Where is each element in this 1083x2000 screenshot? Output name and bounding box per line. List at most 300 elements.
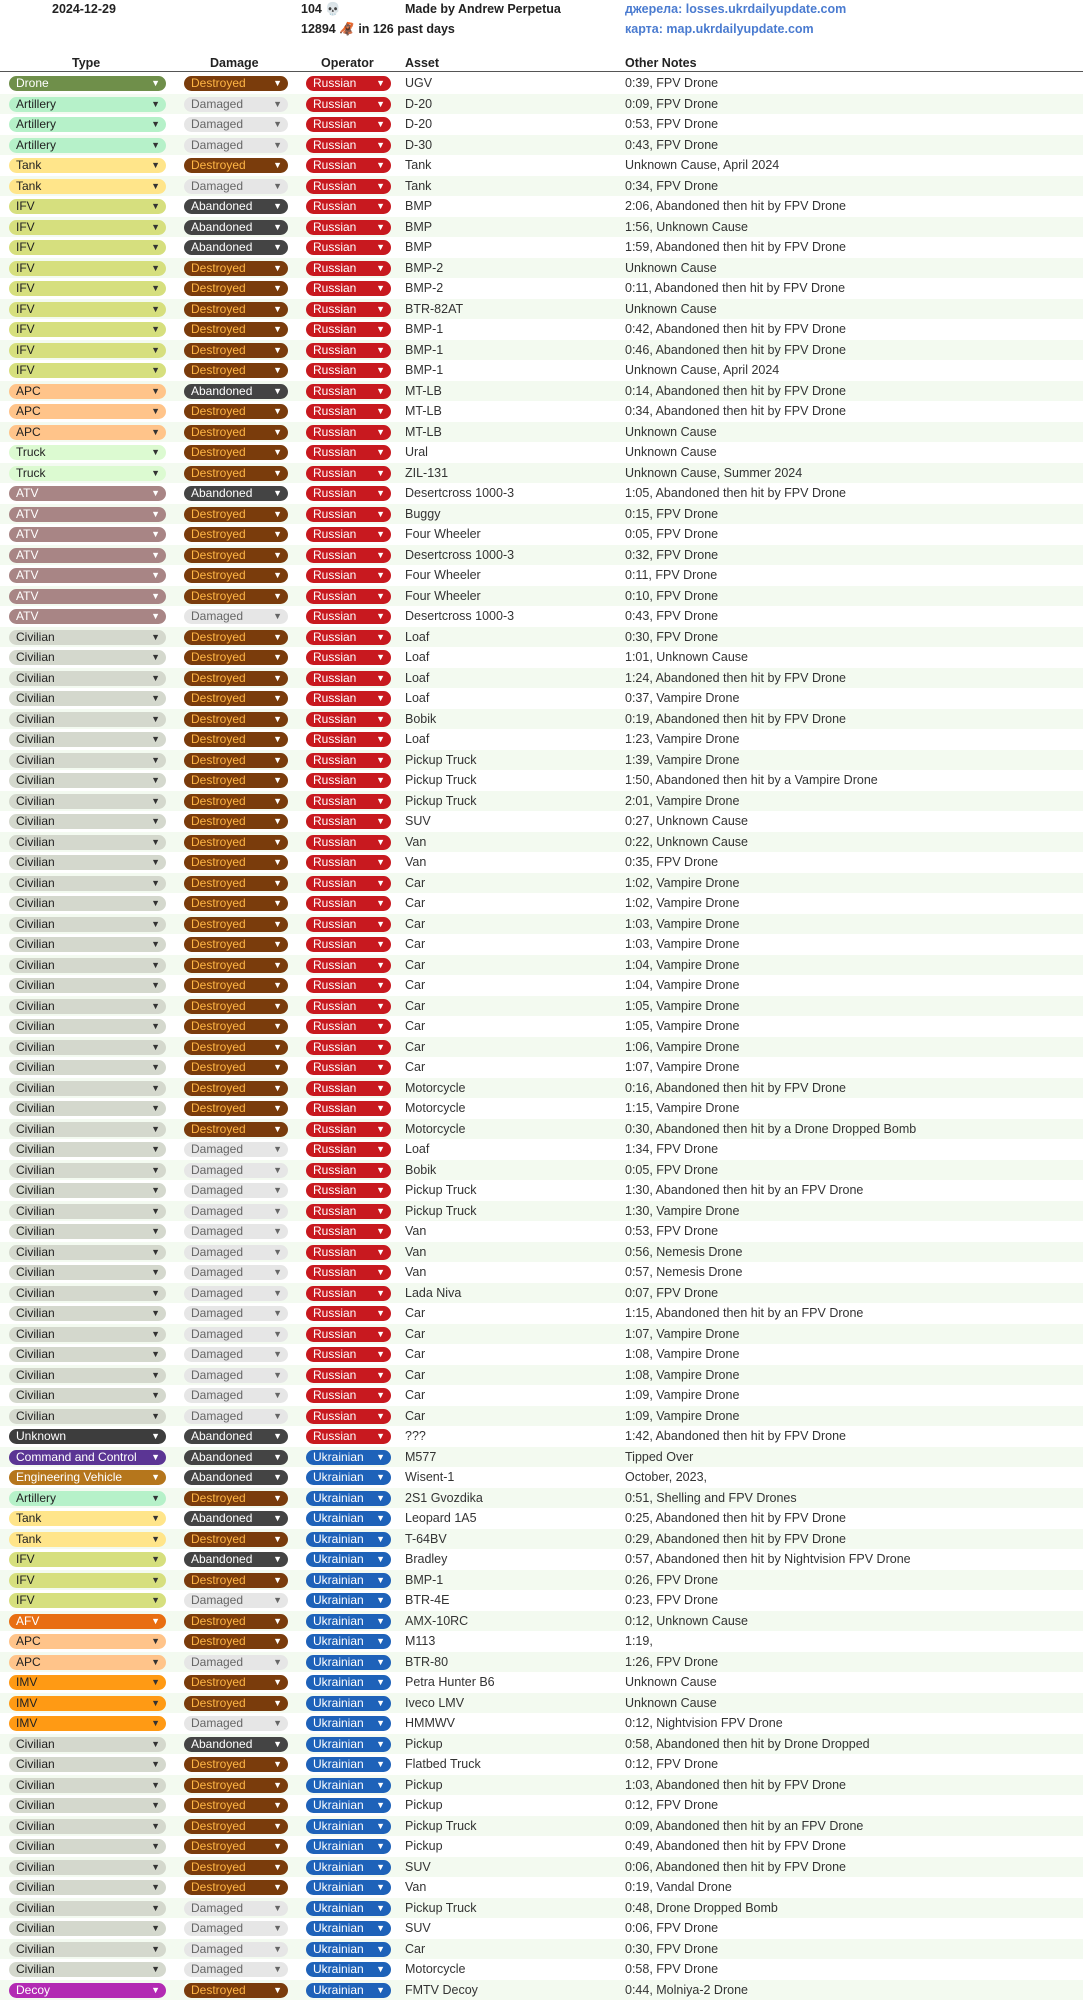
type-select[interactable]: [9, 1040, 166, 1055]
operator-select[interactable]: [306, 1921, 391, 1936]
type-select[interactable]: [9, 1511, 166, 1526]
operator-select[interactable]: [306, 1614, 391, 1629]
col-header-damage: Damage: [210, 56, 259, 70]
operator-select[interactable]: [306, 958, 391, 973]
operator-select[interactable]: [306, 158, 391, 173]
operator-select[interactable]: [306, 999, 391, 1014]
operator-select[interactable]: [306, 1593, 391, 1608]
operator-select[interactable]: [306, 466, 391, 481]
operator-select[interactable]: [306, 1573, 391, 1588]
damage-select[interactable]: [184, 978, 288, 993]
dropdown-caret-icon: ▼: [151, 1123, 160, 1134]
damage-select[interactable]: [184, 1368, 288, 1383]
type-select[interactable]: [9, 814, 166, 829]
table-row: [0, 1775, 1083, 1796]
type-select[interactable]: [9, 343, 166, 358]
type-select[interactable]: [9, 978, 166, 993]
type-select[interactable]: [9, 1081, 166, 1096]
type-select[interactable]: [9, 712, 166, 727]
table-row: [0, 1385, 1083, 1406]
damage-select[interactable]: [184, 1470, 288, 1485]
operator-select[interactable]: [306, 179, 391, 194]
damage-select[interactable]: [184, 1183, 288, 1198]
type-select[interactable]: [9, 1839, 166, 1854]
type-select[interactable]: [9, 404, 166, 419]
damage-select[interactable]: [184, 1142, 288, 1157]
operator-select[interactable]: [306, 1081, 391, 1096]
damage-select[interactable]: [184, 1921, 288, 1936]
type-select[interactable]: [9, 1019, 166, 1034]
operator-select[interactable]: [306, 855, 391, 870]
operator-select[interactable]: [306, 753, 391, 768]
operator-select[interactable]: [306, 1880, 391, 1895]
damage-select[interactable]: [184, 1081, 288, 1096]
damage-select[interactable]: [184, 1040, 288, 1055]
damage-select[interactable]: [184, 1737, 288, 1752]
type-select[interactable]: [9, 261, 166, 276]
damage-select[interactable]: [184, 548, 288, 563]
type-select[interactable]: [9, 1921, 166, 1936]
damage-select[interactable]: [184, 1593, 288, 1608]
damage-select[interactable]: [184, 773, 288, 788]
damage-select[interactable]: [184, 1962, 288, 1977]
damage-select[interactable]: [184, 97, 288, 112]
operator-select[interactable]: [306, 1040, 391, 1055]
operator-select[interactable]: [306, 1183, 391, 1198]
type-select[interactable]: [9, 302, 166, 317]
damage-select[interactable]: [184, 1552, 288, 1567]
operator-select-value: Ukrainian: [313, 1859, 364, 1874]
operator-select[interactable]: [306, 1019, 391, 1034]
damage-select[interactable]: [184, 1388, 288, 1403]
type-select[interactable]: [9, 527, 166, 542]
type-select[interactable]: [9, 1552, 166, 1567]
type-select[interactable]: [9, 1634, 166, 1649]
type-select[interactable]: [9, 1819, 166, 1834]
damage-select[interactable]: [184, 876, 288, 891]
damage-select[interactable]: [184, 179, 288, 194]
type-select[interactable]: [9, 1265, 166, 1280]
operator-select[interactable]: [306, 589, 391, 604]
map-link[interactable]: [625, 21, 814, 37]
dropdown-caret-icon: ▼: [376, 549, 385, 560]
damage-select[interactable]: [184, 1450, 288, 1465]
damage-select[interactable]: [184, 138, 288, 153]
type-select[interactable]: [9, 1224, 166, 1239]
type-select[interactable]: [9, 1183, 166, 1198]
damage-select[interactable]: [184, 937, 288, 952]
type-select[interactable]: [9, 1142, 166, 1157]
damage-select[interactable]: [184, 384, 288, 399]
damage-select[interactable]: [184, 1860, 288, 1875]
type-select[interactable]: [9, 322, 166, 337]
operator-select[interactable]: [306, 138, 391, 153]
type-select[interactable]: [9, 1245, 166, 1260]
type-select[interactable]: [9, 650, 166, 665]
operator-select[interactable]: [306, 1778, 391, 1793]
damage-select[interactable]: [184, 1983, 288, 1998]
type-select[interactable]: [9, 937, 166, 952]
dropdown-caret-icon: ▼: [151, 1492, 160, 1503]
sources-url[interactable]: losses.ukrdailyupdate.com: [685, 2, 847, 16]
damage-select[interactable]: [184, 589, 288, 604]
operator-select-value: Russian: [313, 588, 357, 603]
operator-select[interactable]: [306, 712, 391, 727]
damage-select[interactable]: [184, 1655, 288, 1670]
damage-select[interactable]: [184, 445, 288, 460]
operator-select[interactable]: [306, 1901, 391, 1916]
type-select[interactable]: [9, 138, 166, 153]
type-select[interactable]: [9, 466, 166, 481]
operator-select[interactable]: [306, 1532, 391, 1547]
operator-select-value: Russian: [313, 1039, 357, 1054]
damage-select[interactable]: [184, 1245, 288, 1260]
damage-select[interactable]: [184, 1532, 288, 1547]
type-select[interactable]: [9, 76, 166, 91]
type-select[interactable]: [9, 753, 166, 768]
damage-select[interactable]: [184, 1204, 288, 1219]
type-select[interactable]: [9, 548, 166, 563]
type-select[interactable]: [9, 794, 166, 809]
damage-select[interactable]: [184, 1573, 288, 1588]
type-select[interactable]: [9, 589, 166, 604]
damage-select[interactable]: [184, 363, 288, 378]
damage-select[interactable]: [184, 753, 288, 768]
type-select[interactable]: [9, 1696, 166, 1711]
damage-select[interactable]: [184, 794, 288, 809]
operator-select[interactable]: [306, 876, 391, 891]
operator-select[interactable]: [306, 281, 391, 296]
type-select[interactable]: [9, 507, 166, 522]
operator-select[interactable]: [306, 732, 391, 747]
damage-select[interactable]: [184, 76, 288, 91]
type-select[interactable]: [9, 220, 166, 235]
operator-select-value: Ukrainian: [313, 1777, 364, 1792]
type-select[interactable]: [9, 855, 166, 870]
operator-select[interactable]: [306, 261, 391, 276]
sources-link[interactable]: [625, 1, 846, 17]
type-select[interactable]: [9, 158, 166, 173]
damage-select[interactable]: [184, 343, 288, 358]
damage-select[interactable]: [184, 199, 288, 214]
operator-select[interactable]: [306, 1204, 391, 1219]
operator-select[interactable]: [306, 384, 391, 399]
damage-select[interactable]: [184, 896, 288, 911]
operator-select[interactable]: [306, 1429, 391, 1444]
operator-select[interactable]: [306, 1224, 391, 1239]
type-select[interactable]: [9, 1060, 166, 1075]
type-select[interactable]: [9, 671, 166, 686]
damage-select[interactable]: [184, 855, 288, 870]
damage-select[interactable]: [184, 527, 288, 542]
type-select[interactable]: [9, 1450, 166, 1465]
operator-select[interactable]: [306, 630, 391, 645]
type-select[interactable]: [9, 630, 166, 645]
type-select[interactable]: [9, 1388, 166, 1403]
type-select[interactable]: [9, 1409, 166, 1424]
type-select[interactable]: [9, 1614, 166, 1629]
damage-select[interactable]: [184, 1634, 288, 1649]
map-url[interactable]: map.ukrdailyupdate.com: [666, 22, 814, 36]
type-select[interactable]: [9, 1532, 166, 1547]
type-select[interactable]: [9, 1737, 166, 1752]
operator-select[interactable]: [306, 1409, 391, 1424]
type-select[interactable]: [9, 732, 166, 747]
operator-select[interactable]: [306, 1819, 391, 1834]
damage-select[interactable]: [184, 507, 288, 522]
operator-select[interactable]: [306, 1655, 391, 1670]
operator-select[interactable]: [306, 794, 391, 809]
operator-select[interactable]: [306, 937, 391, 952]
type-select[interactable]: [9, 425, 166, 440]
damage-select[interactable]: [184, 1429, 288, 1444]
operator-select[interactable]: [306, 240, 391, 255]
type-select[interactable]: [9, 117, 166, 132]
operator-select[interactable]: [306, 1696, 391, 1711]
type-select[interactable]: [9, 1163, 166, 1178]
type-select[interactable]: [9, 876, 166, 891]
type-select[interactable]: [9, 486, 166, 501]
damage-select[interactable]: [184, 999, 288, 1014]
type-select[interactable]: [9, 363, 166, 378]
damage-select[interactable]: [184, 814, 288, 829]
operator-select[interactable]: [306, 445, 391, 460]
operator-select[interactable]: [306, 1675, 391, 1690]
type-select[interactable]: [9, 958, 166, 973]
operator-select[interactable]: [306, 691, 391, 706]
damage-select[interactable]: [184, 1265, 288, 1280]
damage-select[interactable]: [184, 1942, 288, 1957]
operator-select[interactable]: [306, 650, 391, 665]
operator-select[interactable]: [306, 1388, 391, 1403]
operator-select[interactable]: [306, 1860, 391, 1875]
type-select[interactable]: [9, 1347, 166, 1362]
notes-cell: 0:11, Abandoned then hit by FPV Drone: [625, 281, 846, 295]
damage-select[interactable]: [184, 691, 288, 706]
damage-select[interactable]: [184, 1798, 288, 1813]
operator-select[interactable]: [306, 1368, 391, 1383]
damage-select[interactable]: [184, 1327, 288, 1342]
damage-select[interactable]: [184, 466, 288, 481]
operator-select[interactable]: [306, 814, 391, 829]
damage-select[interactable]: [184, 1286, 288, 1301]
operator-select[interactable]: [306, 1306, 391, 1321]
operator-select[interactable]: [306, 425, 391, 440]
operator-select[interactable]: [306, 1265, 391, 1280]
type-select[interactable]: [9, 1962, 166, 1977]
damage-select[interactable]: [184, 1614, 288, 1629]
type-select[interactable]: [9, 1122, 166, 1137]
operator-select[interactable]: [306, 1450, 391, 1465]
operator-select[interactable]: [306, 773, 391, 788]
type-select[interactable]: [9, 1470, 166, 1485]
damage-select[interactable]: [184, 650, 288, 665]
operator-select[interactable]: [306, 1060, 391, 1075]
type-select[interactable]: [9, 179, 166, 194]
type-select[interactable]: [9, 1778, 166, 1793]
type-select[interactable]: [9, 1327, 166, 1342]
damage-select[interactable]: [184, 1819, 288, 1834]
operator-select[interactable]: [306, 1634, 391, 1649]
damage-select[interactable]: [184, 1491, 288, 1506]
operator-select[interactable]: [306, 548, 391, 563]
type-select[interactable]: [9, 896, 166, 911]
damage-select[interactable]: [184, 630, 288, 645]
operator-select[interactable]: [306, 896, 391, 911]
damage-select[interactable]: [184, 1409, 288, 1424]
type-select[interactable]: [9, 1204, 166, 1219]
damage-select[interactable]: [184, 1839, 288, 1854]
operator-select[interactable]: [306, 1757, 391, 1772]
damage-select[interactable]: [184, 1716, 288, 1731]
operator-select[interactable]: [306, 1347, 391, 1362]
operator-select[interactable]: [306, 1839, 391, 1854]
type-select[interactable]: [9, 1716, 166, 1731]
operator-select[interactable]: [306, 671, 391, 686]
damage-select[interactable]: [184, 1696, 288, 1711]
operator-select[interactable]: [306, 527, 391, 542]
type-select[interactable]: [9, 281, 166, 296]
damage-select[interactable]: [184, 958, 288, 973]
operator-select[interactable]: [306, 76, 391, 91]
type-select[interactable]: [9, 1368, 166, 1383]
type-select[interactable]: [9, 1101, 166, 1116]
operator-select-value: Russian: [313, 773, 357, 787]
operator-select[interactable]: [306, 1552, 391, 1567]
operator-select[interactable]: [306, 917, 391, 932]
damage-select[interactable]: [184, 158, 288, 173]
operator-select[interactable]: [306, 1798, 391, 1813]
damage-select[interactable]: [184, 1101, 288, 1116]
damage-select[interactable]: [184, 1675, 288, 1690]
type-select[interactable]: [9, 1306, 166, 1321]
type-select[interactable]: [9, 691, 166, 706]
damage-select[interactable]: [184, 281, 288, 296]
operator-select[interactable]: [306, 1737, 391, 1752]
operator-select[interactable]: [306, 1491, 391, 1506]
type-select[interactable]: [9, 999, 166, 1014]
type-select[interactable]: [9, 1429, 166, 1444]
type-select[interactable]: [9, 568, 166, 583]
operator-select[interactable]: [306, 1962, 391, 1977]
damage-select[interactable]: [184, 712, 288, 727]
operator-select[interactable]: [306, 220, 391, 235]
damage-select[interactable]: [184, 917, 288, 932]
type-select[interactable]: [9, 1880, 166, 1895]
damage-select[interactable]: [184, 302, 288, 317]
damage-select[interactable]: [184, 1163, 288, 1178]
type-select[interactable]: [9, 1901, 166, 1916]
damage-select[interactable]: [184, 568, 288, 583]
operator-select[interactable]: [306, 978, 391, 993]
damage-select[interactable]: [184, 835, 288, 850]
type-select[interactable]: [9, 1942, 166, 1957]
damage-select[interactable]: [184, 732, 288, 747]
damage-select[interactable]: [184, 404, 288, 419]
damage-select[interactable]: [184, 1224, 288, 1239]
damage-select[interactable]: [184, 671, 288, 686]
operator-select[interactable]: [306, 1511, 391, 1526]
operator-select[interactable]: [306, 1163, 391, 1178]
type-select[interactable]: [9, 1491, 166, 1506]
operator-select[interactable]: [306, 97, 391, 112]
damage-select[interactable]: [184, 1511, 288, 1526]
damage-select[interactable]: [184, 1880, 288, 1895]
type-select[interactable]: [9, 445, 166, 460]
type-select[interactable]: [9, 1983, 166, 1998]
table-row: [0, 1406, 1083, 1427]
type-select[interactable]: [9, 199, 166, 214]
operator-select[interactable]: [306, 117, 391, 132]
type-select[interactable]: [9, 384, 166, 399]
operator-select[interactable]: [306, 1122, 391, 1137]
damage-select[interactable]: [184, 1778, 288, 1793]
operator-select[interactable]: [306, 322, 391, 337]
damage-select[interactable]: [184, 1122, 288, 1137]
type-select[interactable]: [9, 1798, 166, 1813]
type-select[interactable]: [9, 1655, 166, 1670]
operator-select[interactable]: [306, 1245, 391, 1260]
operator-select[interactable]: [306, 507, 391, 522]
type-select[interactable]: [9, 609, 166, 624]
type-select[interactable]: [9, 240, 166, 255]
damage-select[interactable]: [184, 1060, 288, 1075]
type-select[interactable]: [9, 1675, 166, 1690]
damage-select[interactable]: [184, 1019, 288, 1034]
damage-select[interactable]: [184, 1306, 288, 1321]
damage-select[interactable]: [184, 240, 288, 255]
type-select-value: IFV: [16, 301, 35, 316]
damage-select[interactable]: [184, 425, 288, 440]
damage-select[interactable]: [184, 609, 288, 624]
type-select[interactable]: [9, 1860, 166, 1875]
type-select[interactable]: [9, 97, 166, 112]
operator-select[interactable]: [306, 568, 391, 583]
damage-select[interactable]: [184, 220, 288, 235]
damage-select[interactable]: [184, 322, 288, 337]
damage-select[interactable]: [184, 1901, 288, 1916]
operator-select[interactable]: [306, 609, 391, 624]
operator-select[interactable]: [306, 302, 391, 317]
operator-select[interactable]: [306, 404, 391, 419]
type-select[interactable]: [9, 1573, 166, 1588]
operator-select[interactable]: [306, 1327, 391, 1342]
operator-select[interactable]: [306, 343, 391, 358]
type-select[interactable]: [9, 1757, 166, 1772]
type-select[interactable]: [9, 917, 166, 932]
type-select[interactable]: [9, 1286, 166, 1301]
type-select[interactable]: [9, 1593, 166, 1608]
operator-select[interactable]: [306, 1101, 391, 1116]
operator-select[interactable]: [306, 199, 391, 214]
operator-select[interactable]: [306, 1716, 391, 1731]
operator-select[interactable]: [306, 835, 391, 850]
damage-select[interactable]: [184, 1347, 288, 1362]
operator-select[interactable]: [306, 1142, 391, 1157]
operator-select[interactable]: [306, 1942, 391, 1957]
type-select[interactable]: [9, 835, 166, 850]
damage-select[interactable]: [184, 1757, 288, 1772]
operator-select[interactable]: [306, 1983, 391, 1998]
operator-select[interactable]: [306, 363, 391, 378]
operator-select[interactable]: [306, 1286, 391, 1301]
damage-select[interactable]: [184, 486, 288, 501]
operator-select[interactable]: [306, 1470, 391, 1485]
operator-select[interactable]: [306, 486, 391, 501]
damage-select[interactable]: [184, 261, 288, 276]
type-select[interactable]: [9, 773, 166, 788]
damage-select[interactable]: [184, 117, 288, 132]
